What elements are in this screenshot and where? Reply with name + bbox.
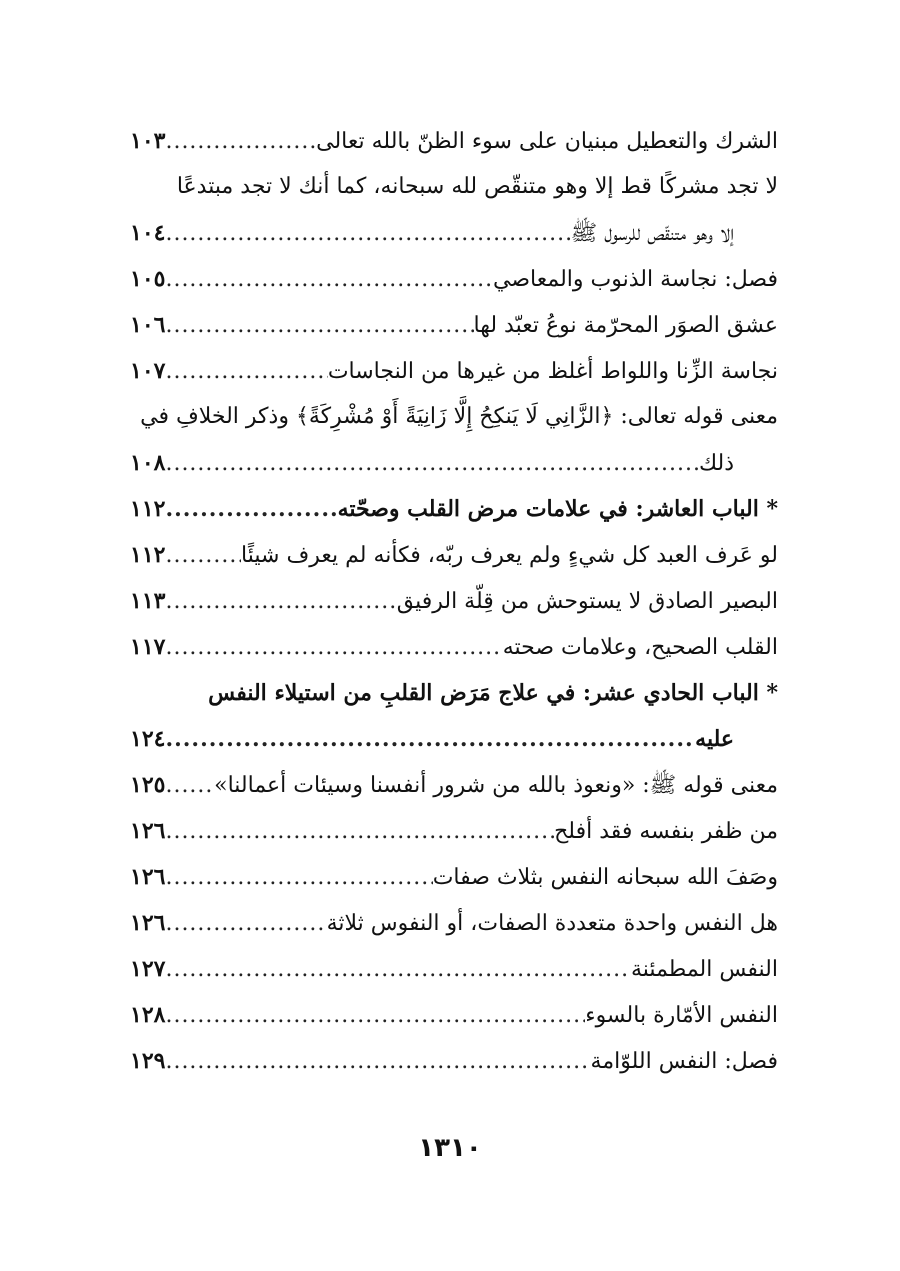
toc-entry: [130, 348, 778, 394]
entry-title: لو عَرف العبد كل شيءٍ ولم يعرف ربّه، فكأنه لم يعرف شيئًا: [241, 543, 778, 568]
toc-entry: [130, 854, 778, 900]
toc-entry: [130, 1038, 778, 1084]
entry-title: القلب الصحيح، وعلامات صحته: [502, 635, 778, 660]
entry-title: فصل: النفس اللوّامة: [590, 1049, 778, 1074]
entry-page-number: ١٠٧: [130, 358, 166, 384]
entry-page-number: ١١٢: [130, 542, 166, 568]
toc-entry-continuation: [130, 440, 778, 486]
entry-title: ذلك: [698, 451, 734, 476]
entry-page-number: ١١٧: [130, 634, 166, 660]
entry-title: نجاسة الزِّنا واللواط أغلظ من غيرها من النجاسات: [327, 359, 778, 384]
page-folio-number: ١٣١٠: [418, 1133, 482, 1163]
entry-page-number: ١٢٩: [130, 1048, 166, 1074]
entry-page-number: ١٠٤: [130, 220, 166, 246]
dot-leader: [165, 303, 473, 349]
entry-page-number: ١١٢: [130, 496, 166, 522]
chapter-title: * الباب العاشر: في علامات مرض القلب وصحّته: [337, 496, 778, 522]
toc-entry: [130, 118, 778, 164]
entry-title: هل النفس واحدة متعددة الصفات، أو النفوس ثلاثة: [326, 911, 778, 936]
toc-chapter-heading: [130, 486, 778, 532]
table-of-contents: [130, 118, 778, 1084]
entry-title: الشرك والتعطيل مبنيان على سوء الظنّ بالله تعالى: [316, 129, 778, 154]
dot-leader: [165, 809, 554, 855]
dot-leader: [165, 993, 585, 1039]
toc-entry: [130, 624, 778, 670]
entry-page-number: ١٠٦: [130, 312, 166, 338]
dot-leader: [165, 763, 214, 809]
entry-title: معنى قوله ﷺ: «ونعوذ بالله من شرور أنفسنا وسيئات أعمالنا»: [214, 773, 778, 798]
entry-title: البصير الصادق لا يستوحش من قِلّة الرفيق: [396, 589, 778, 614]
entry-page-number: ١٢٦: [130, 864, 166, 890]
entry-page-number: ١٠٣: [130, 128, 166, 154]
entry-title: النفس المطمئنة: [631, 957, 778, 982]
chapter-title: عليه: [695, 726, 734, 752]
toc-entry: [130, 256, 778, 302]
toc-entry: [130, 762, 778, 808]
dot-leader: [165, 855, 432, 901]
entry-title: عشق الصوَر المحرّمة نوعُ تعبّد لها: [473, 313, 778, 338]
toc-entry: [130, 578, 778, 624]
entry-page-number: ١٢٥: [130, 772, 166, 798]
dot-leader: [165, 486, 337, 532]
entry-title: معنى قوله تعالى: ﴿الزَّانِي لَا يَنكِحُ إِلَّا زَانِيَةً أَوْ مُشْرِكَةً﴾ وذكر الخلافِ في: [140, 404, 778, 429]
entry-page-number: ١١٣: [130, 588, 166, 614]
dot-leader: [165, 579, 396, 625]
dot-leader: [165, 441, 699, 487]
entry-title: فصل: نجاسة الذنوب والمعاصي: [493, 267, 778, 292]
toc-entry: [130, 394, 778, 440]
dot-leader: [165, 947, 631, 993]
toc-entry: [130, 302, 778, 348]
dot-leader: [165, 533, 241, 579]
toc-entry: [130, 946, 778, 992]
entry-page-number: ١٢٦: [130, 910, 166, 936]
dot-leader: [165, 625, 502, 671]
toc-chapter-heading-continuation: [130, 716, 778, 762]
entry-page-number: ١٢٨: [130, 1002, 166, 1028]
entry-page-number: ١٢٧: [130, 956, 166, 982]
entry-title: من ظفر بنفسه فقد أفلح: [554, 819, 778, 844]
entry-page-number: ١٢٤: [130, 726, 166, 752]
dot-leader: [165, 1039, 590, 1085]
entry-title: لا تجد مشركًا قط إلا وهو متنقّص لله سبحانه، كما أنك لا تجد مبتدعًا: [176, 174, 778, 199]
toc-entry: [130, 164, 778, 210]
dot-leader: [165, 349, 327, 395]
entry-title: وصَفَ الله سبحانه النفس بثلاث صفات: [432, 865, 778, 890]
toc-entry: [130, 992, 778, 1038]
toc-entry: [130, 532, 778, 578]
toc-chapter-heading: [130, 670, 778, 716]
dot-leader: [165, 211, 570, 257]
dot-leader: [165, 716, 695, 762]
chapter-title: * الباب الحادي عشر: في علاج مَرَض القلبِ من استيلاء النفس: [208, 680, 778, 706]
entry-page-number: ١٠٨: [130, 450, 166, 476]
entry-page-number: ١٠٥: [130, 266, 166, 292]
entry-page-number: ١٢٦: [130, 818, 166, 844]
toc-entry: [130, 808, 778, 854]
dot-leader: [165, 257, 493, 303]
toc-entry: [130, 900, 778, 946]
toc-entry-continuation: [130, 210, 778, 256]
entry-title: النفس الأمّارة بالسوء: [585, 1003, 778, 1028]
entry-title: إلا وهو متنقّص للرسول ﷺ: [570, 221, 734, 246]
dot-leader: [165, 901, 326, 947]
dot-leader: [165, 119, 316, 165]
